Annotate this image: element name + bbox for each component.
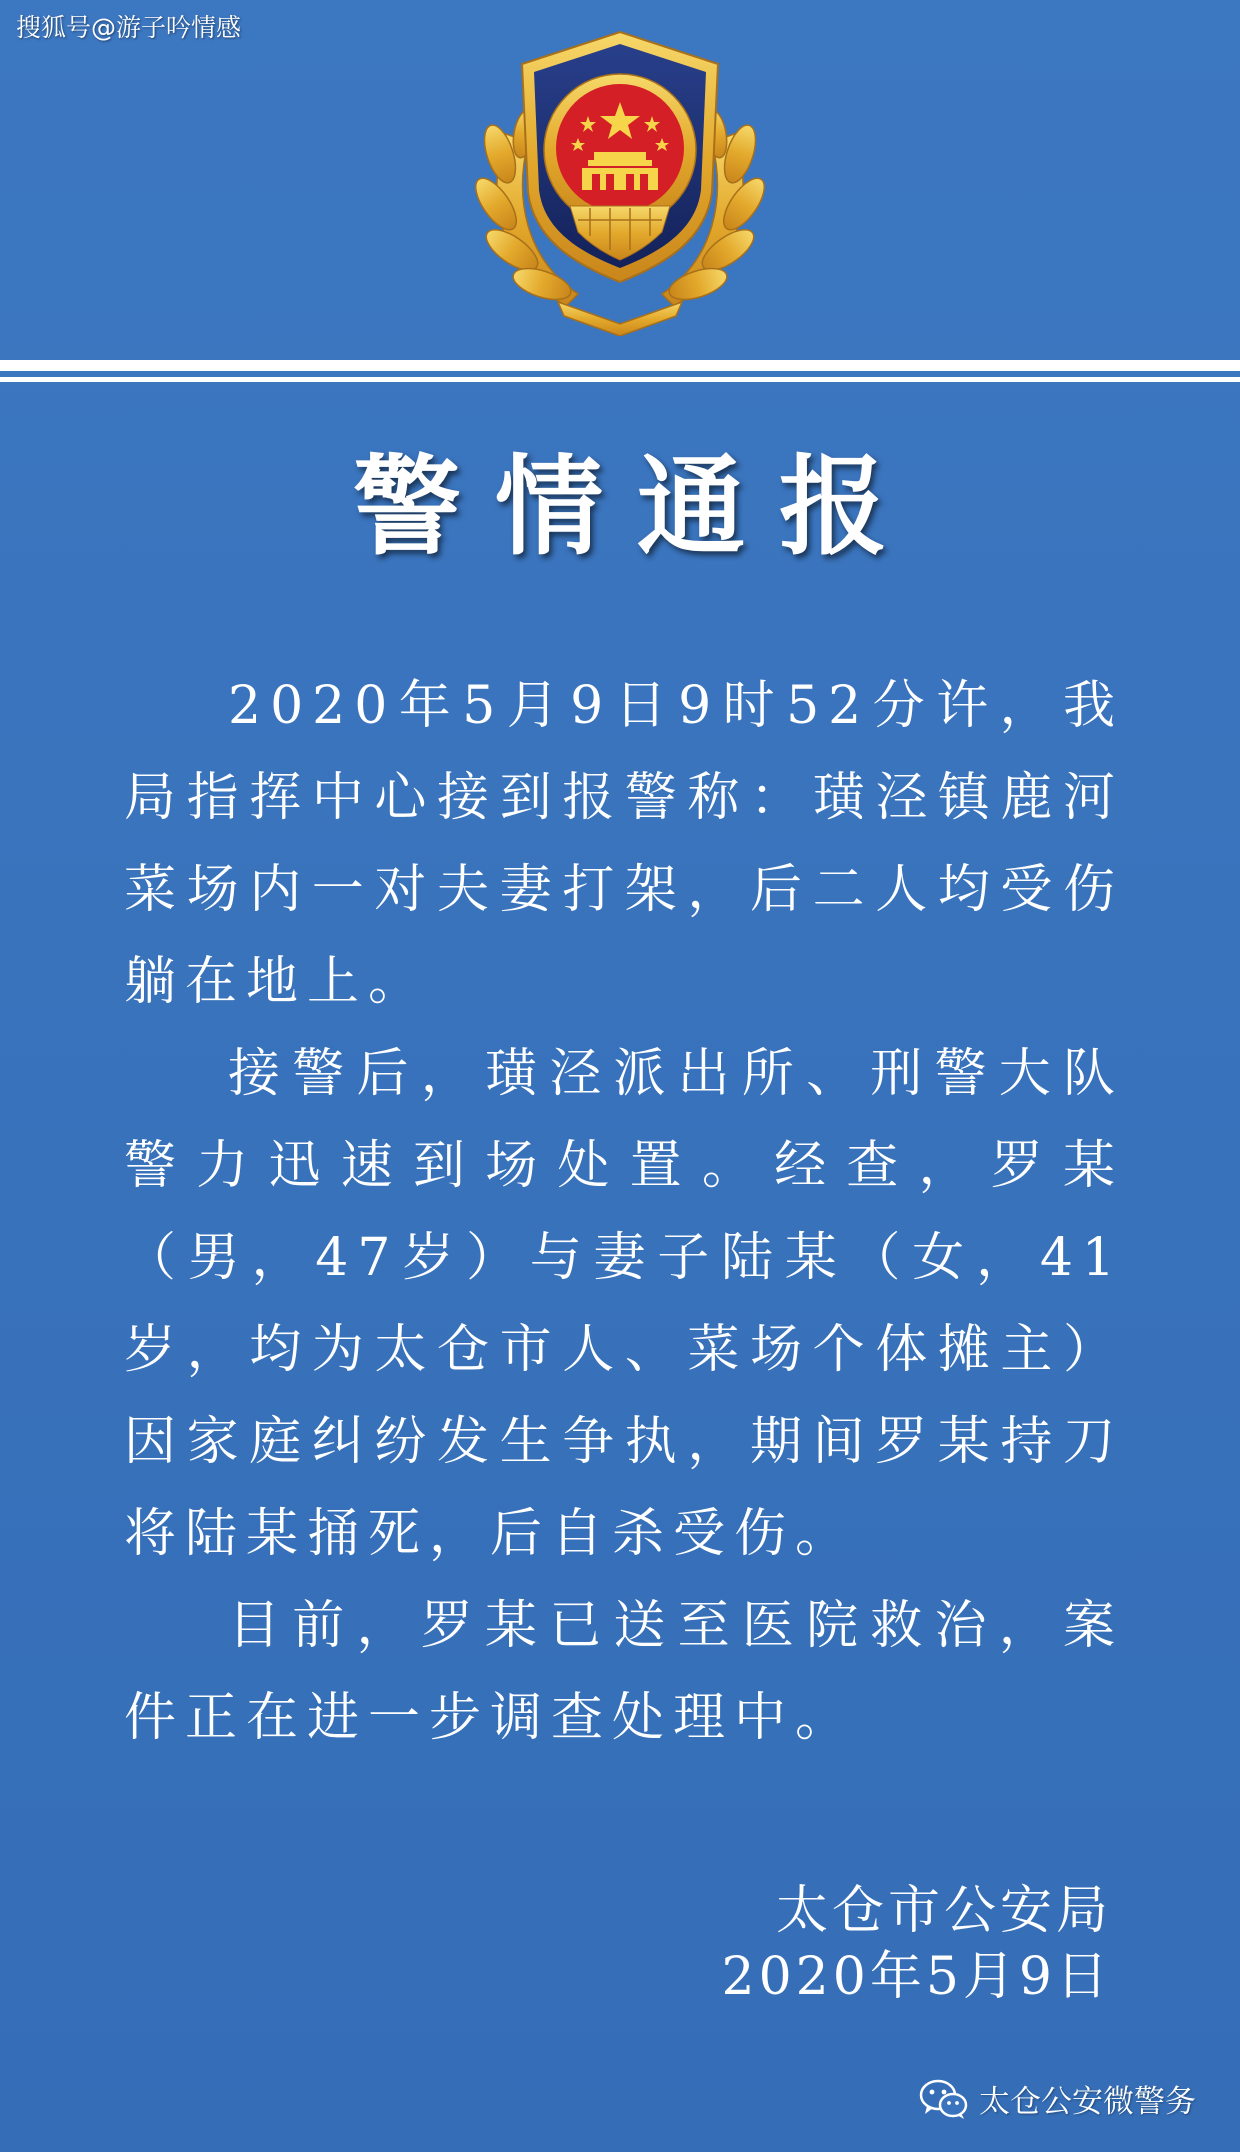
paragraph-status: 目前，罗某已送至医院救治，案件正在进一步调查处理中。 <box>124 1596 1124 1748</box>
signature-date: 2020年5月9日 <box>721 1947 1112 2007</box>
paragraph-investigation: 接警后，璜泾派出所、刑警大队警力迅速到场处置。经查，罗某（男，47岁）与妻子陆某（女，41岁，均为太仓市人、菜场个体摊主）因家庭纠纷发生争执，期间罗某持刀将陆某捅死，后自杀受伤。 <box>124 1044 1124 1564</box>
signature-org: 太仓市公安局 <box>775 1881 1112 1941</box>
source-watermark: 搜狐号@游子吟情感 <box>16 13 242 42</box>
paragraph-report: 2020年5月9日9时52分许，我局指挥中心接到报警称：璜泾镇鹿河菜场内一对夫妻打架，后二人均受伤躺在地上。 <box>124 676 1124 1012</box>
wechat-icon <box>919 2078 969 2120</box>
signature-block <box>721 1878 1112 2010</box>
footer-account-name: 太仓公安微警务 <box>979 2084 1196 2120</box>
header-divider-thin <box>0 377 1240 382</box>
bulletin-title: 警情通报 <box>352 445 921 570</box>
header-divider-thick <box>0 360 1240 371</box>
bulletin-body <box>124 660 1124 1764</box>
footer-account <box>919 2076 1196 2121</box>
police-emblem-icon <box>466 24 774 336</box>
